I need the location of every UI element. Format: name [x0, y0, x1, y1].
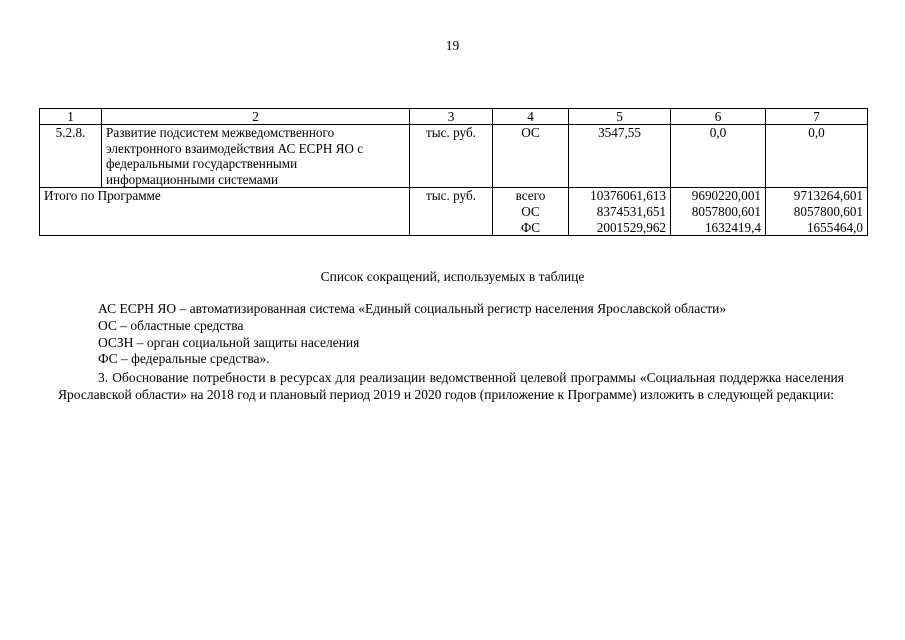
- abbreviations-title: Список сокращений, используемых в таблице: [320, 269, 585, 284]
- row-value-7: 0,0: [766, 125, 868, 188]
- abbreviation-item: ОСЗН – орган социальной защиты населения: [98, 334, 360, 350]
- value-cell: 9713264,601: [793, 188, 863, 204]
- header-cell: 6: [671, 109, 766, 125]
- row-number: 5.2.8.: [40, 125, 102, 188]
- row-value-5: 3547,55: [569, 125, 671, 188]
- table-total-row: [40, 188, 868, 236]
- value-cell: 1655464,0: [806, 219, 863, 235]
- description-line: электронного взаимодействия АС ЕСРН ЯО с: [106, 140, 364, 156]
- row-source: ОС: [493, 125, 569, 188]
- value-cell: 9690220,001: [691, 188, 761, 204]
- header-cell: 1: [40, 109, 102, 125]
- value-cell: 1632419,4: [704, 219, 761, 235]
- value-cell: 8057800,601: [793, 203, 863, 219]
- header-cell: 7: [766, 109, 868, 125]
- abbreviations-list: [98, 301, 726, 368]
- abbreviation-item: ОС – областные средства: [98, 317, 244, 333]
- source-cell: ФС: [520, 219, 541, 235]
- total-label: Итого по Программе: [40, 188, 410, 236]
- program-table: [39, 108, 868, 236]
- value-cell: 8374531,651: [596, 203, 666, 219]
- abbreviation-item: ФС – федеральные средства».: [98, 351, 270, 367]
- header-cell: 2: [102, 109, 410, 125]
- source-cell: ОС: [521, 203, 540, 219]
- total-col-5: [569, 188, 671, 236]
- row-unit: тыс. руб.: [410, 125, 493, 188]
- header-cell: 5: [569, 109, 671, 125]
- value-cell: 2001529,962: [596, 219, 666, 235]
- description-line: федеральными государственными: [106, 156, 298, 172]
- description-line: информационными системами: [106, 171, 279, 187]
- abbreviation-item: АС ЕСРН ЯО – автоматизированная система «Единый социальный регистр населения Ярославской области»: [98, 301, 727, 316]
- total-unit: тыс. руб.: [410, 188, 493, 236]
- value-cell: 8057800,601: [691, 203, 761, 219]
- header-cell: 3: [410, 109, 493, 125]
- table-row: [40, 125, 868, 188]
- value-cell: 10376061,613: [590, 188, 666, 204]
- total-sources: [493, 188, 569, 236]
- source-cell: всего: [515, 188, 546, 204]
- body-paragraph: 3. Обоснование потребности в ресурсах для реализации ведомственной целевой программы «Социальная поддержка населения Ярославской области» на 2018 год и плановый период 2019 и 2020 годов (приложение к Программе) изложить в следующей редакции:: [58, 370, 844, 402]
- description-line: Развитие подсистем межведомственного: [106, 125, 335, 140]
- total-col-6: [671, 188, 766, 236]
- row-value-6: 0,0: [671, 125, 766, 188]
- total-col-7: [766, 188, 868, 236]
- header-cell: 4: [493, 109, 569, 125]
- page-number: 19: [445, 38, 460, 53]
- row-description: [102, 125, 410, 188]
- table-header-row: [40, 109, 868, 125]
